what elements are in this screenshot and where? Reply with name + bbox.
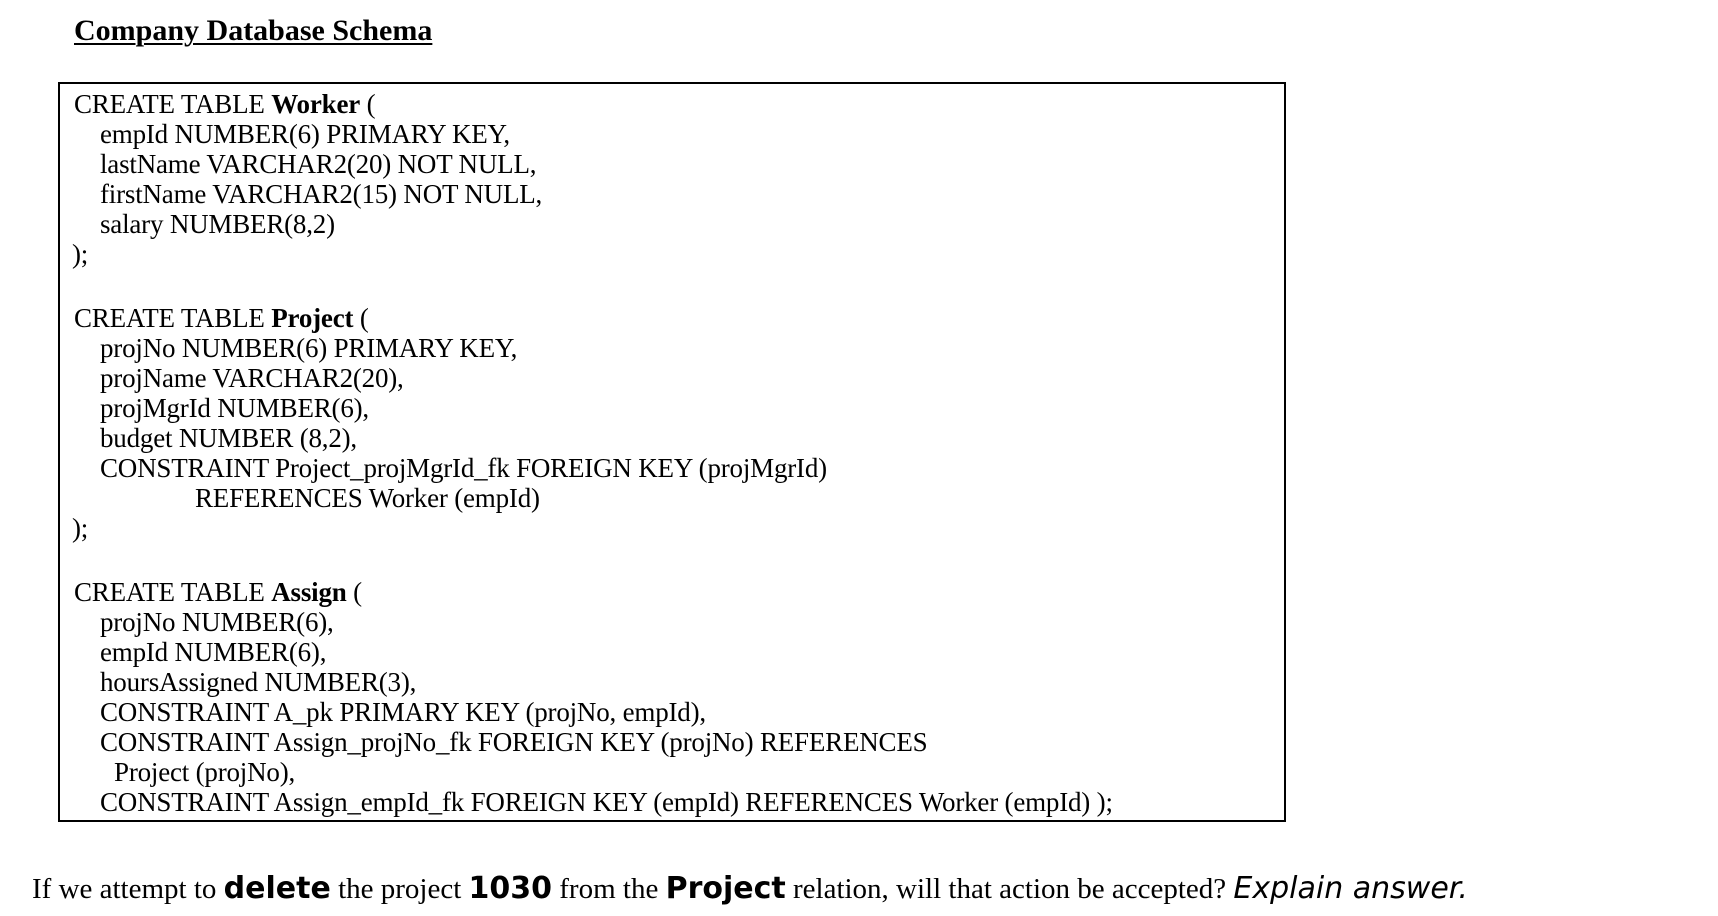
project-create-line bbox=[74, 303, 369, 333]
question-part: relation, will that action be accepted? bbox=[785, 873, 1234, 905]
project-constraint-fk: CONSTRAINT Project_projMgrId_fk FOREIGN KEY (projMgrId) bbox=[100, 453, 827, 483]
assign-constraint-projno-ref: Project (projNo), bbox=[114, 757, 296, 787]
question-part: If we attempt to bbox=[32, 873, 224, 905]
project-table-name: Project bbox=[271, 303, 354, 333]
assign-constraint-pk: CONSTRAINT A_pk PRIMARY KEY (projNo, empId), bbox=[100, 697, 706, 727]
worker-close: ); bbox=[72, 239, 89, 269]
worker-column-salary: salary NUMBER(8,2) bbox=[100, 209, 335, 239]
question-text bbox=[32, 871, 1468, 907]
create-keyword: CREATE TABLE bbox=[74, 577, 272, 607]
question-emphasis-number: 1030 bbox=[468, 871, 553, 906]
assign-create-line bbox=[74, 577, 362, 607]
project-constraint-references: REFERENCES Worker (empId) bbox=[195, 483, 540, 513]
open-paren: ( bbox=[360, 89, 376, 119]
worker-create-line bbox=[74, 89, 375, 119]
question-emphasis-delete: delete bbox=[223, 871, 331, 906]
create-keyword: CREATE TABLE bbox=[74, 303, 272, 333]
project-column-projname: projName VARCHAR2(20), bbox=[100, 363, 404, 393]
question-part: the project bbox=[330, 873, 469, 905]
question-emphasis-relation: Project bbox=[665, 871, 786, 906]
question-part: from the bbox=[552, 873, 666, 905]
assign-column-empid: empId NUMBER(6), bbox=[100, 637, 327, 667]
open-paren: ( bbox=[353, 303, 369, 333]
worker-column-lastname: lastName VARCHAR2(20) NOT NULL, bbox=[100, 149, 537, 179]
project-column-projno: projNo NUMBER(6) PRIMARY KEY, bbox=[100, 333, 518, 363]
assign-constraint-projno-fk: CONSTRAINT Assign_projNo_fk FOREIGN KEY (projNo) REFERENCES bbox=[100, 727, 928, 757]
assign-table-name: Assign bbox=[271, 577, 347, 607]
create-keyword: CREATE TABLE bbox=[74, 89, 272, 119]
worker-column-firstname: firstName VARCHAR2(15) NOT NULL, bbox=[100, 179, 543, 209]
open-paren: ( bbox=[346, 577, 362, 607]
assign-constraint-empid-fk: CONSTRAINT Assign_empId_fk FOREIGN KEY (empId) REFERENCES Worker (empId) ); bbox=[100, 787, 1113, 817]
project-column-budget: budget NUMBER (8,2), bbox=[100, 423, 357, 453]
question-instruction: Explain answer. bbox=[1233, 871, 1468, 906]
assign-column-projno: projNo NUMBER(6), bbox=[100, 607, 334, 637]
project-column-projmgrid: projMgrId NUMBER(6), bbox=[100, 393, 369, 423]
worker-table-name: Worker bbox=[271, 89, 361, 119]
project-close: ); bbox=[72, 513, 89, 543]
worker-column-empid: empId NUMBER(6) PRIMARY KEY, bbox=[100, 119, 510, 149]
assign-column-hoursassigned: hoursAssigned NUMBER(3), bbox=[100, 667, 417, 697]
page-title: Company Database Schema bbox=[74, 14, 433, 47]
